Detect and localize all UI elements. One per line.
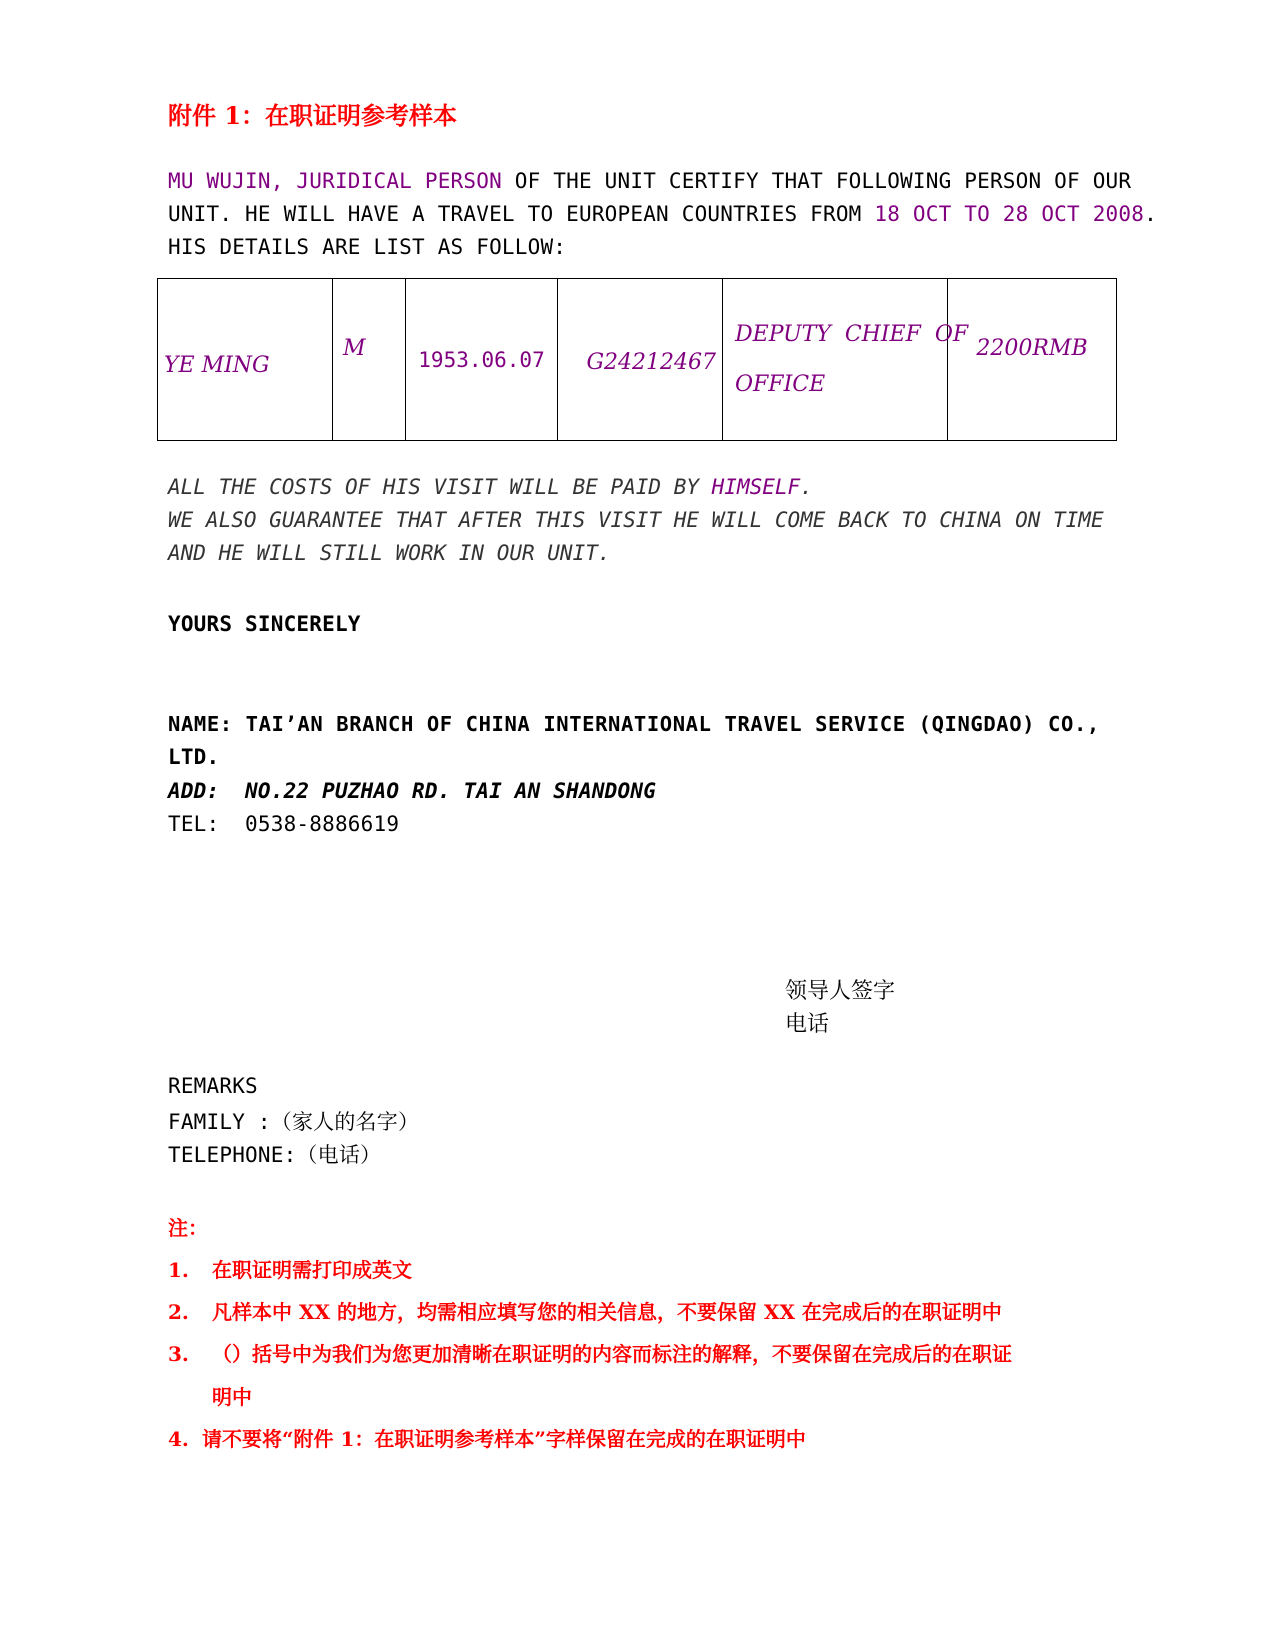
costs-line-1-suffix: . [800, 475, 813, 499]
remarks-telephone: TELEPHONE:（电话） [168, 1143, 382, 1167]
intro-line-1-rest: OF THE UNIT CERTIFY THAT FOLLOWING PERSON OF OUR [501, 169, 1132, 193]
person-sex: M [343, 336, 366, 361]
remarks-heading: REMARKS [168, 1074, 258, 1098]
intro-line-2-suffix: . [1144, 202, 1157, 226]
note-item [168, 1338, 1012, 1367]
attachment-title: 附件 1：在职证明参考样本 [168, 101, 458, 130]
intro-line-2 [168, 202, 1157, 226]
intro-line-1 [168, 169, 1131, 193]
notes-heading: 注： [168, 1216, 208, 1240]
note-number: 4. [168, 1427, 189, 1451]
passport-number: G24212467 [586, 350, 716, 375]
person-name: YE MING [164, 353, 270, 378]
position-line-2: OFFICE [735, 371, 826, 397]
juridical-person: MU WUJIN, JURIDICAL PERSON [168, 169, 502, 193]
table-row [158, 279, 1117, 441]
cell-position [723, 279, 969, 441]
cell-salary [948, 279, 1117, 441]
intro-line-3: HIS DETAILS ARE LIST AS FOLLOW: [168, 235, 567, 259]
costs-line-1-prefix: ALL THE COSTS OF HIS VISIT WILL BE PAID BY [168, 475, 712, 499]
cell-birth-date [406, 279, 558, 441]
note-item [168, 1296, 1002, 1325]
salary: 2200RMB [976, 336, 1088, 361]
company-tel: TEL: 0538-8886619 [168, 812, 400, 836]
company-name-line-1: NAME: TAI’AN BRANCH OF CHINA INTERNATIONAL TRAVEL SERVICE (QINGDAO) CO., [168, 712, 1100, 736]
details-table [157, 278, 1117, 441]
note-number: 3. [168, 1342, 189, 1366]
cell-name [158, 279, 333, 441]
travel-dates: 18 OCT TO 28 OCT 2008 [874, 202, 1145, 226]
note-number: 2. [168, 1300, 189, 1324]
company-name-line-2: LTD. [168, 745, 220, 769]
note-text: （）括号中为我们为您更加清晰在职证明的内容而标注的解释，不要保留在完成后的在职证 [212, 1342, 1012, 1366]
birth-date: 1953.06.07 [418, 347, 545, 372]
closing: YOURS SINCERELY [168, 612, 361, 636]
company-address: ADD: NO.22 PUZHAO RD. TAI AN SHANDONG [168, 779, 657, 803]
note-text-continued: 明中 [212, 1385, 252, 1409]
costs-line-3: AND HE WILL STILL WORK IN OUR UNIT. [168, 541, 611, 565]
note-text: 在职证明需打印成英文 [212, 1258, 412, 1282]
note-item [168, 1423, 806, 1452]
note-text: 凡样本中 XX 的地方，均需相应填写您的相关信息，不要保留 XX 在完成后的在职证明中 [212, 1300, 1002, 1324]
costs-line-2: WE ALSO GUARANTEE THAT AFTER THIS VISIT HE WILL COME BACK TO CHINA ON TIME [168, 508, 1104, 532]
intro-line-2-prefix: UNIT. HE WILL HAVE A TRAVEL TO EUROPEAN COUNTRIES FROM [168, 202, 875, 226]
phone-label: 电话 [785, 1012, 830, 1037]
note-item [168, 1254, 412, 1283]
remarks-family: FAMILY :（家人的名字） [168, 1110, 420, 1134]
costs-line-1 [168, 475, 813, 499]
position-line-1: DEPUTY CHIEF OF [735, 321, 969, 347]
cell-sex [333, 279, 406, 441]
leader-signature-label: 领导人签字 [785, 979, 896, 1004]
payer: HIMSELF [711, 475, 801, 499]
note-text: 请不要将“附件 1：在职证明参考样本”字样保留在完成的在职证明中 [202, 1427, 806, 1451]
note-number: 1. [168, 1258, 189, 1282]
cell-passport [558, 279, 723, 441]
